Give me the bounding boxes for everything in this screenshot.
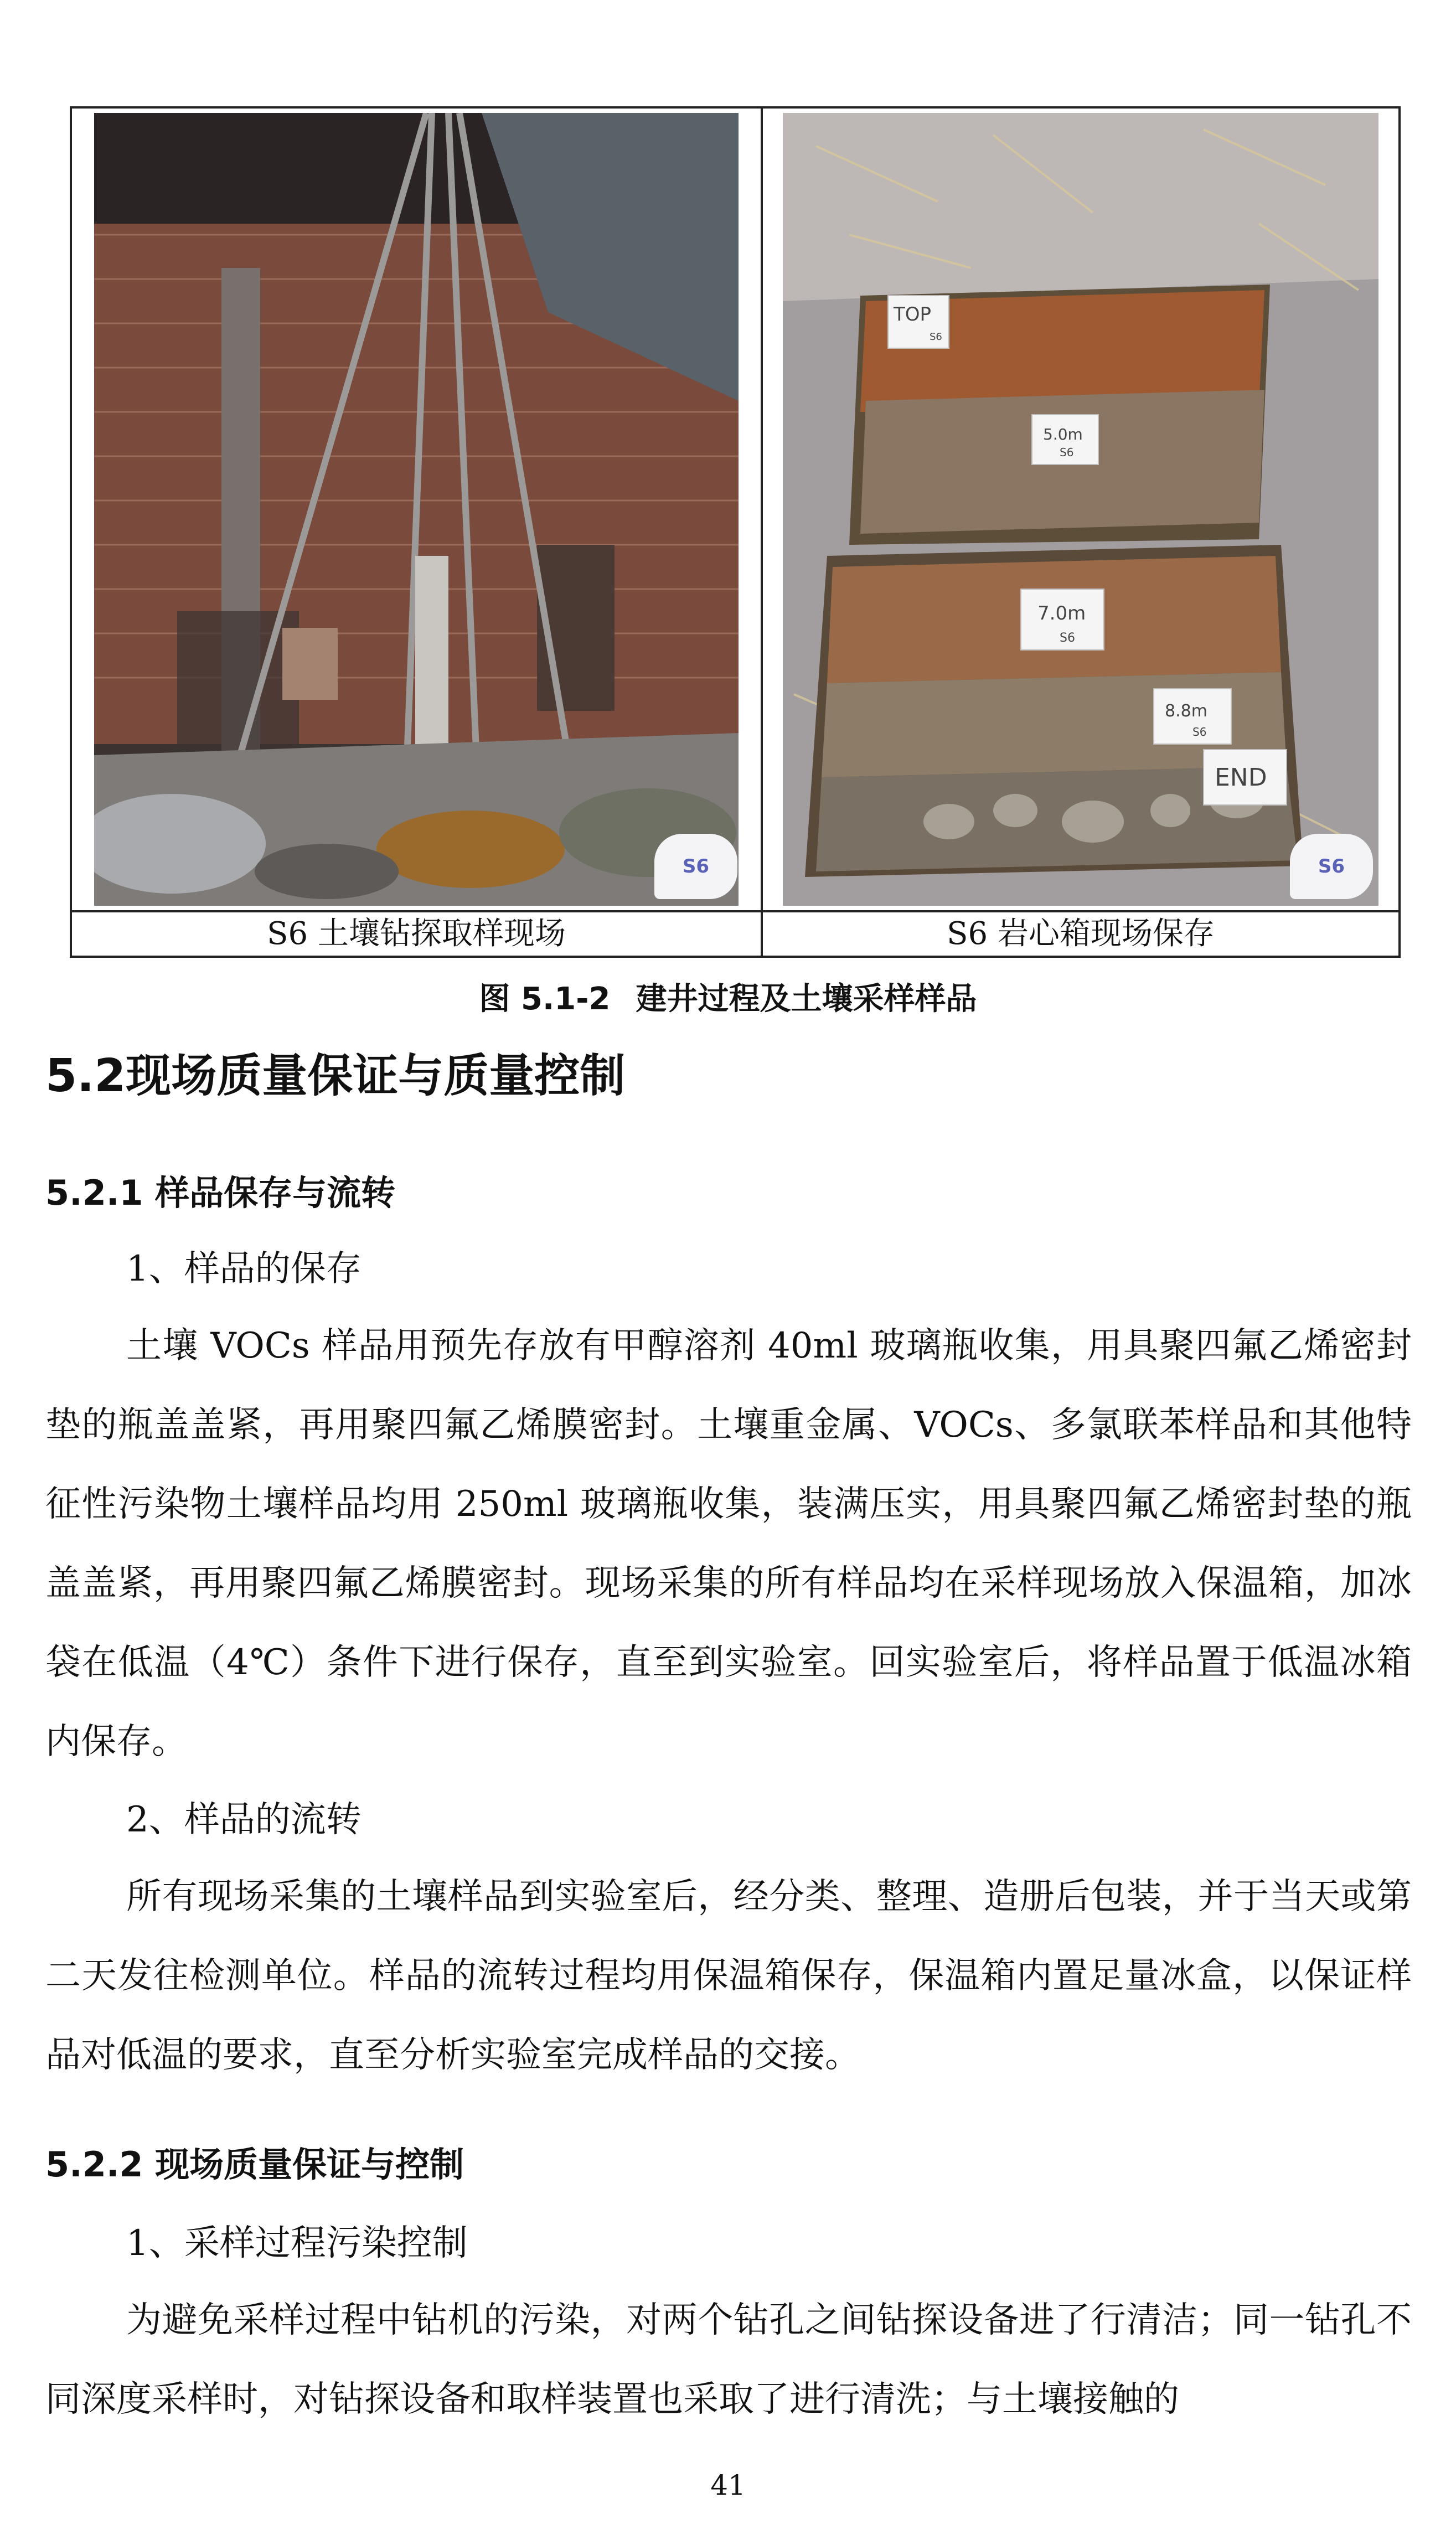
- item-heading: 1、采样过程污染控制: [126, 2223, 468, 2264]
- subsection-heading: 5.2.2 现场质量保证与控制: [45, 2144, 464, 2185]
- paragraph: 为避免采样过程中钻机的污染，对两个钻孔之间钻探设备进了行清洁；同一钻孔不同深度采样时，对钻探设备和取样装置也采取了进行清洗；与土壤接触的: [45, 2300, 1412, 2420]
- drilling-site-photo: [94, 113, 739, 906]
- figure-number: 图 5.1-2: [479, 981, 611, 1017]
- paragraph: 土壤 VOCs 样品用预先存放有甲醇溶剂 40ml 玻璃瓶收集，用具聚四氟乙烯密封垫的瓶盖盖紧，再用聚四氟乙烯膜密封。土壤重金属、VOCs、多氯联苯样品和其他特征性污染物土壤样品均用 250ml 玻璃瓶收集，装满压实，用具聚四氟乙烯密封垫的瓶盖盖紧，再用聚四氟乙烯膜密封。现场采集的所有样品均在采样现场放入保温箱，加冰袋在低温（4℃）条件下进行保存，直至到实验室。回实验室后，将样品置于低温冰箱内保存。: [45, 1325, 1412, 1762]
- section-heading: 5.2现场质量保证与质量控制: [45, 1050, 626, 1102]
- drilling-site-cell: [72, 109, 763, 910]
- paragraph: 所有现场采集的土壤样品到实验室后，经分类、整理、造册后包装，并于当天或第二天发往检测单位。样品的流转过程均用保温箱保存，保温箱内置足量冰盒，以保证样品对低温的要求，直至分析实验室完成样品的交接。: [45, 1876, 1412, 2076]
- photo-caption-right: S6 岩心箱现场保存: [763, 910, 1398, 956]
- subsection-heading: 5.2.1 样品保存与流转: [45, 1173, 396, 1213]
- figure-photo-table: [70, 106, 1401, 958]
- photo-badge: S6: [654, 834, 737, 899]
- page-number: 41: [710, 2469, 746, 2501]
- label-top-sub: S6: [930, 331, 942, 343]
- item-heading: 2、样品的流转: [126, 1799, 362, 1840]
- photo-caption-left: S6 土壤钻探取样现场: [72, 910, 763, 956]
- label-88m: 8.8m: [1165, 701, 1207, 721]
- figure-caption: [0, 974, 1456, 1019]
- label-end: END: [1215, 763, 1267, 792]
- label-7m-sub: S6: [1060, 631, 1075, 645]
- core-box-cell: [763, 109, 1398, 910]
- label-88m-sub: S6: [1192, 725, 1207, 739]
- item-heading: 1、样品的保存: [126, 1248, 362, 1289]
- label-top: TOP: [894, 303, 932, 326]
- figure-title: 建井过程及土壤采样样品: [636, 981, 977, 1017]
- core-box-photo: [783, 113, 1378, 906]
- label-7m: 7.0m: [1037, 602, 1086, 625]
- label-5m-sub: S6: [1060, 446, 1074, 459]
- photo-badge: S6: [1290, 834, 1373, 899]
- label-5m: 5.0m: [1043, 425, 1083, 443]
